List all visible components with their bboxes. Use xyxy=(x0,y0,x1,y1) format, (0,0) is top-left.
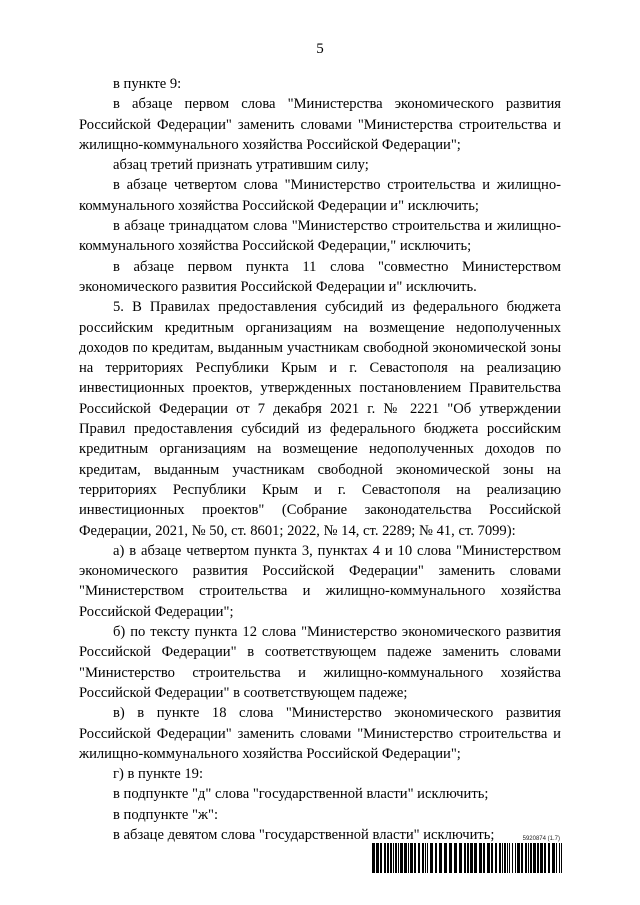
paragraph-9: б) по тексту пункта 12 слова "Министерство экономического развития Российской Федерации" в соответствующем падеже заменить словами "Министерство строительства и жилищно-коммунального хозяйства Российской Федерации" в соответствующем падеже; xyxy=(79,624,561,701)
barcode-bar xyxy=(410,843,413,873)
barcode-bar xyxy=(487,843,490,873)
barcode-bar xyxy=(528,843,529,873)
barcode-bar xyxy=(387,843,389,873)
barcode-bar xyxy=(537,843,539,873)
barcode-bar xyxy=(414,843,416,873)
paragraph-13: в подпункте "ж": xyxy=(113,806,219,823)
barcode-bar xyxy=(559,843,560,873)
barcode-bar xyxy=(444,843,447,873)
barcode-bar xyxy=(435,843,437,873)
barcode-bar xyxy=(512,843,513,873)
barcode-bar xyxy=(521,843,523,873)
barcode-bar xyxy=(479,843,482,873)
barcode-bar xyxy=(400,843,403,873)
barcode-bar xyxy=(384,843,386,873)
barcode-bar xyxy=(376,843,379,873)
barcode-bar xyxy=(495,843,497,873)
paragraph-1: в пункте 9: xyxy=(113,76,182,92)
barcode-bar xyxy=(544,843,546,873)
paragraph-10: в) в пункте 18 слова "Министерство экономического развития Российской Федерации" заменить словами "Министерство строительства и жилищно-коммунального хозяйства Российской Федерации"; xyxy=(79,705,561,762)
barcode-bar xyxy=(408,843,409,873)
barcode-bar xyxy=(499,843,501,873)
paragraph-12: в подпункте "д" слова "государственной власти" исключить; xyxy=(113,786,489,803)
barcode-bar xyxy=(393,843,394,873)
barcode-bar xyxy=(464,843,466,873)
barcode-bar xyxy=(390,843,392,873)
barcode-bar xyxy=(517,843,520,873)
paragraph-5: в абзаце тринадцатом слова "Министерство строительства и жилищно-коммунального хозяйства Российской Федерации," исключить; xyxy=(79,218,561,255)
barcode-bar xyxy=(470,843,473,873)
barcode-bar xyxy=(509,843,510,873)
barcode-bar xyxy=(454,843,457,873)
barcode-bar xyxy=(533,843,536,873)
barcode-bar xyxy=(418,843,420,873)
paragraph-8: а) в абзаце четвертом пункта 3, пунктах 4 и 10 слова "Министерством экономического развития Российской Федерации" заменить словами "Министерством строительства и жилищно-коммунального хозяйства Российской Федерации"; xyxy=(79,542,561,620)
barcode-bar xyxy=(372,843,375,873)
barcode-bar xyxy=(483,843,485,873)
barcode-bar xyxy=(548,843,550,873)
paragraph-6: в абзаце первом пункта 11 слова "совместно Министерством экономического развития Российской Федерации и" исключить. xyxy=(79,258,561,295)
barcode xyxy=(372,843,562,873)
barcode-bar xyxy=(380,843,382,873)
paragraph-14: в абзаце девятом слова "государственной власти" исключить; xyxy=(113,826,495,843)
barcode-bar xyxy=(467,843,469,873)
barcode-bar xyxy=(502,843,503,873)
barcode-bar xyxy=(439,843,442,873)
barcode-bar xyxy=(552,843,555,873)
paragraph-3: абзац третий признать утратившим силу; xyxy=(113,157,369,174)
barcode-bar xyxy=(474,843,477,873)
paragraph-4: в абзаце четвертом слова "Министерство строительства и жилищно-коммунального хозяйства Российской Федерации и" исключить; xyxy=(79,177,561,214)
paragraph-2: в абзаце первом слова "Министерства экономического развития Российской Федерации" заменить словами "Министерства строительства и жилищно-коммунального хозяйства Российской Федерации"; xyxy=(79,96,561,153)
barcode-bar xyxy=(422,843,424,873)
barcode-bar xyxy=(398,843,399,873)
barcode-bar xyxy=(561,843,562,873)
barcode-bar xyxy=(504,843,506,873)
barcode-bar xyxy=(525,843,527,873)
barcode-bar xyxy=(395,843,397,873)
barcode-bar xyxy=(556,843,557,873)
barcode-bar xyxy=(430,843,433,873)
barcode-bar xyxy=(515,843,516,873)
barcode-bar xyxy=(459,843,462,873)
barcode-bar xyxy=(404,843,407,873)
page-number: 5 xyxy=(316,41,324,57)
document-code: 5920874 (1.7) xyxy=(522,836,560,842)
barcode-bar xyxy=(491,843,493,873)
barcode-bar xyxy=(507,843,508,873)
barcode-bar xyxy=(540,843,543,873)
barcode-bar xyxy=(449,843,452,873)
paragraph-7: 5. В Правилах предоставления субсидий из федерального бюджета российским кредитным организациям на возмещение недополученных доходов по кредитам, выданным участникам свободной экономической зоны на территориях Республики Крым и г. Севастополя на реализацию инвестиционных проектов, утвержденных постановлением Правительства Российской Федерации от 7 декабря 2021 г. № 2221 "Об утверждении Правил предоставления субсидий из федерального бюджета российским кредитным организациям на возмещение недополученных доходов по кредитам, выданным участникам свободной экономической зоны на территориях Республики Крым и г. Севастополя на реализацию инвестиционных проектов" (Собрание законодательства Российской Федерации, 2021, № 50, ст. 8601; 2022, № 14, ст. 2289; № 41, ст. 7099): xyxy=(79,299,561,539)
document-body xyxy=(79,74,561,845)
barcode-bar xyxy=(425,843,426,873)
barcode-bar xyxy=(530,843,532,873)
barcode-bar xyxy=(427,843,428,873)
paragraph-11: г) в пункте 19: xyxy=(113,766,203,783)
